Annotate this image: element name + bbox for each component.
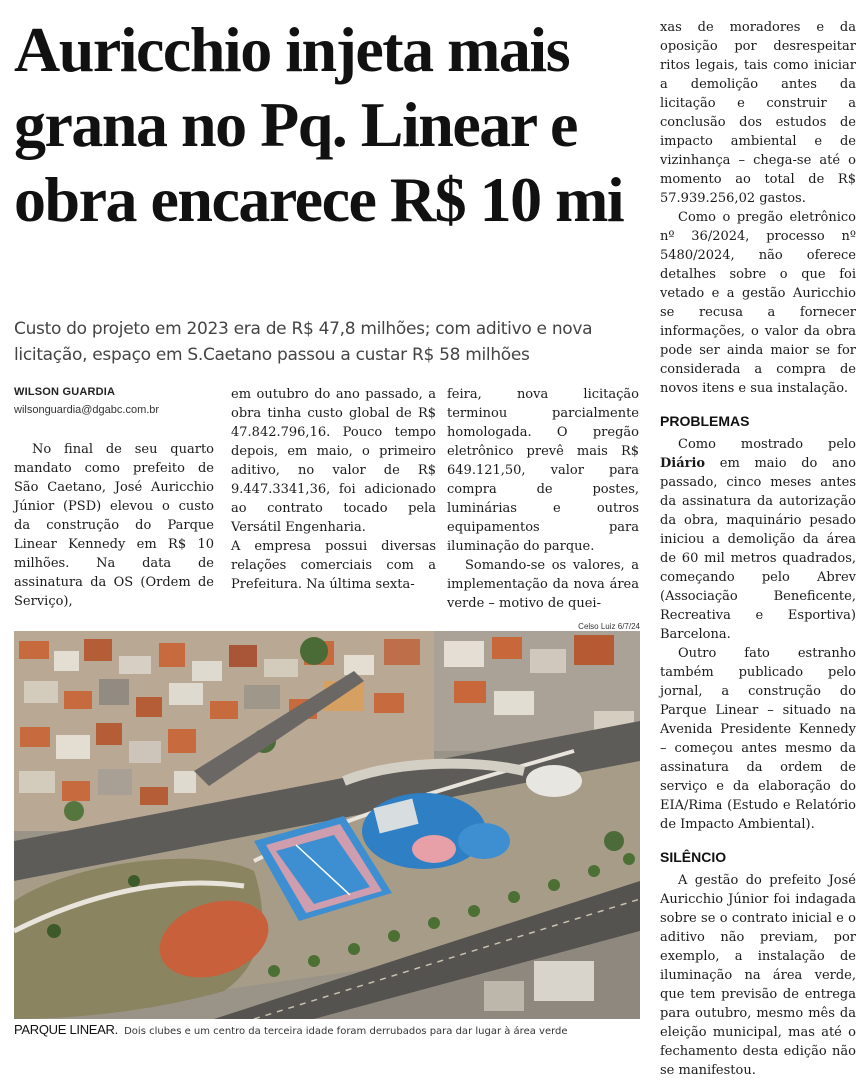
newspaper-name: Diário [660,456,706,471]
paragraph: A gestão do prefeito José Auricchio Júnior foi indagada sobre se o contrato inicial e o aditivo não previam, por exemplo, a instalação de iluminação na área verde, que tem previsão de entrega para outubro, mesmo mês da eleição municipal, mas até o fechamento desta edição não se manifestou. [660,873,856,1078]
paragraph: em outubro do ano passado, a obra tinha custo global de R$ 47.842.796,16. Pouco tempo depois, em maio, o primeiro aditivo, no valor de R$ 9.447.3341,36, foi adicionado ao contrato tocado pela Versátil Engenharia. [231,387,436,535]
author-name: WILSON GUARDIA [14,386,116,398]
caption-text: Dois clubes e um centro da terceira idade foram derrubados para dar lugar à área verde [124,1026,568,1037]
subheadline: Custo do projeto em 2023 era de R$ 47,8 milhões; com aditivo e nova licitação, espaço em S.Caetano passou a custar R$ 58 milhões [14,319,593,365]
article-column-4 [660,18,856,1080]
paragraph: A empresa possui diversas relações comerciais com a Prefeitura. Na última sexta- [231,539,436,592]
article-column-1 [14,440,214,611]
paragraph: xas de moradores e da oposição por desrespeitar ritos legais, tais como iniciar a demolição antes da licitação e construir a conclusão dos estudos de impacto ambiental e de vizinhança – chega-se até o momento ao total de R$ 57.939.256,02 gastos. [660,20,856,206]
section-title-silencio: SILÊNCIO [660,849,727,865]
paragraph: No final de seu quarto mandato como prefeito de São Caetano, José Auricchio Júnior (PSD) elevou o custo da construção do Parque Linear Kennedy em R$ 10 milhões. Na data de assinatura da OS (Ordem de Serviço), [14,442,214,609]
text-lead: Como mostrado pelo [678,437,856,452]
paragraph: Somando-se os valores, a implementação da nova área verde – motivo de quei- [447,558,639,611]
paragraph: feira, nova licitação terminou parcialmente homologada. O pregão eletrônico prevê mais R$ 649.121,50, valor para compra de postes, luminárias e outros equipamentos para iluminação do parque. [447,387,639,554]
photo-credit: Celso Luiz 6/7/24 [578,622,640,631]
text-rest: em maio do ano passado, cinco meses antes da assinatura da autorização da obra, maquinário pesado iniciou a demolição da área de 60 mil metros quadrados, começando pelo Abrev (Associação Beneficente, Recreativa e Esportiva) Barcelona. [660,456,856,642]
aerial-photo-illustration [14,631,640,1019]
paragraph: Outro fato estranho também publicado pelo jornal, a construção do Parque Linear – situado na Avenida Presidente Kennedy – começou antes mesmo da assinatura da ordem de serviço e da elaboração do EIA/Rima (Estudo e Relatório de Impacto Ambiental). [660,646,856,832]
photo-caption [14,1022,644,1037]
byline [14,386,214,416]
article-column-3 [447,385,639,613]
author-email[interactable]: wilsonguardia@dgabc.com.br [14,404,160,416]
paragraph [660,435,856,644]
section-title-problemas: PROBLEMAS [660,413,750,429]
headline: Auricchio injeta mais grana no Pq. Linear e obra encarece R$ 10 mi [14,14,624,235]
article-column-2 [231,385,436,594]
paragraph: Como o pregão eletrônico nº 36/2024, processo nº 5480/2024, não oferece detalhes sobre o que foi vetado e a gestão Auricchio se recusa a fornecer informações, o valor da obra pode ser ainda maior se for considerada a compra de novos itens e sua instalação. [660,210,856,396]
caption-title: PARQUE LINEAR. [14,1022,118,1037]
aerial-photo [14,631,640,1019]
